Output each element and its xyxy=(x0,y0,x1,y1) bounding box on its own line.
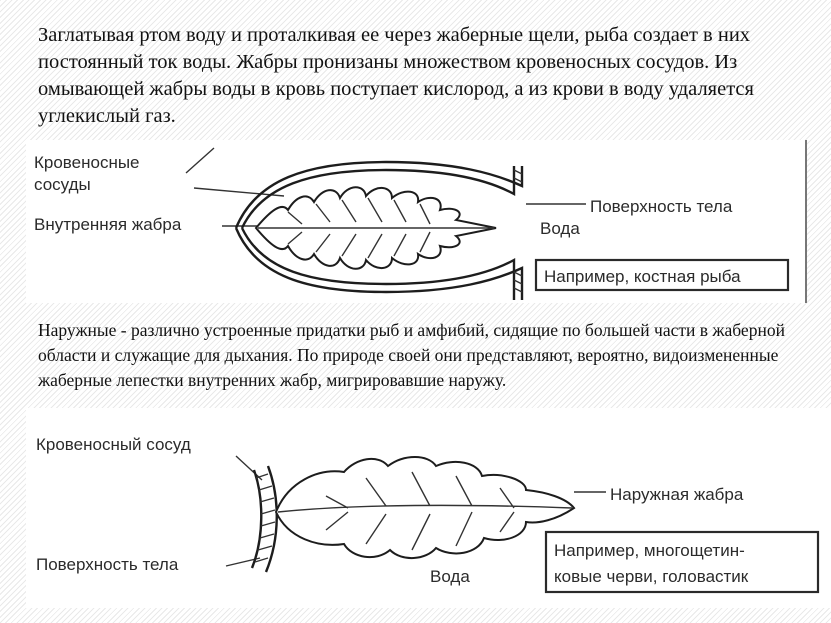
label-blood-vessels-line2: сосуды xyxy=(34,175,91,194)
example-text: Например, костная рыба xyxy=(544,267,741,286)
external-gill-paragraph: Наружные - различно устроенные придатки рыб и амфибий, сидящие по большей части в жаберной области и служащие для дыхания. По природе своей они представляют, вероятно, видоизмененные жаберные лепестки внутренних жабр, мигрировавшие наружу. xyxy=(38,320,785,390)
intro-paragraph: Заглатывая ртом воду и проталкивая ее через жаберные щели, рыба создает в них постоянный ток воды. Жабры пронизаны множеством кровеносных сосудов. Из омывающей жабры воды в кровь поступает кислород, а из крови в воду удаляется углекислый газ. xyxy=(38,24,754,127)
label-body-surface: Поверхность тела xyxy=(590,197,733,216)
external-gill-diagram xyxy=(26,408,831,608)
external-example-line1: Например, многощетин- xyxy=(554,541,745,560)
external-gill-leaf xyxy=(276,457,574,558)
body-surface-strip xyxy=(252,470,261,568)
label-external-gill: Наружная жабра xyxy=(610,485,744,504)
label-blood-vessels-line1: Кровеносные xyxy=(34,153,140,172)
label-body-surface-external: Поверхность тела xyxy=(36,555,179,574)
label-internal-gill: Внутренняя жабра xyxy=(34,215,182,234)
label-water: Вода xyxy=(540,219,580,238)
external-example-line2: ковые черви, головастик xyxy=(554,567,749,586)
label-blood-vessel: Кровеносный сосуд xyxy=(36,435,191,454)
internal-gill-diagram xyxy=(26,140,807,303)
label-water-external: Вода xyxy=(430,567,470,586)
